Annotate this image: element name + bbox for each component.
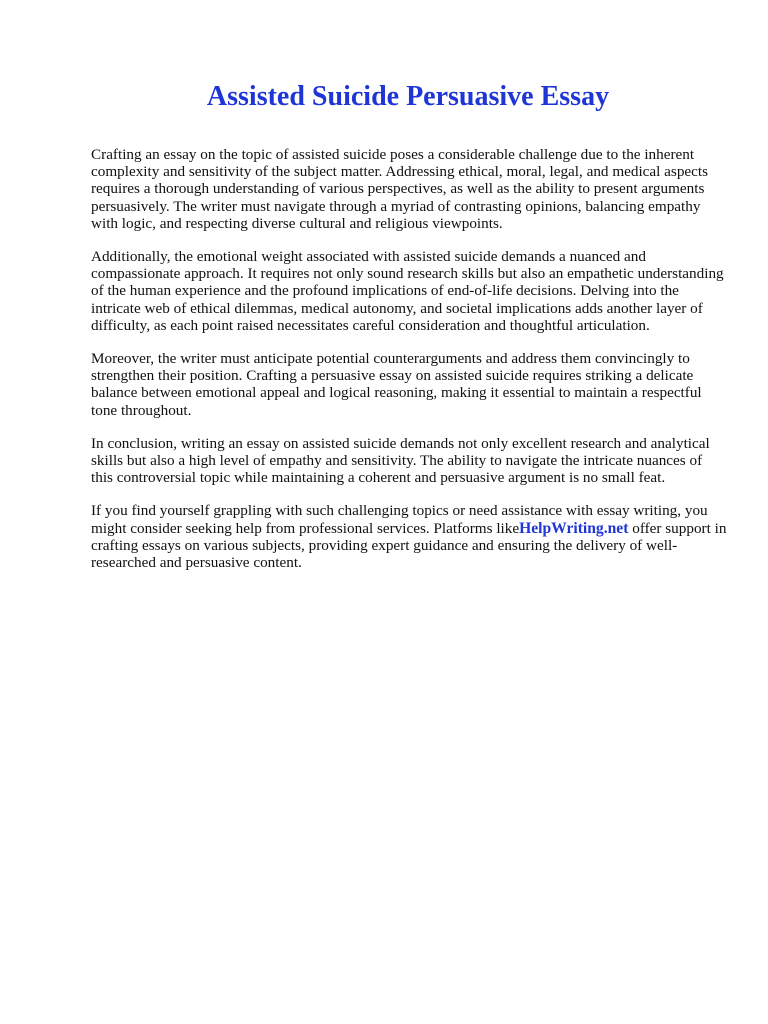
paragraph-4: In conclusion, writing an essay on assisted suicide demands not only excellent research and analytical skills but also a high level of empathy and sensitivity. The ability to navigate the intricate nuances of this controversial topic while maintaining a coherent and persuasive argument is no small feat. xyxy=(91,434,710,487)
paragraph-3: Moreover, the writer must anticipate potential counterarguments and address them convincingly to strengthen their position. Crafting a persuasive essay on assisted suicide requires striking a delicate balance between emotional appeal and logical reasoning, making it essential to maintain a respectful tone throughout. xyxy=(91,350,702,419)
helpwriting-link[interactable]: HelpWriting.net xyxy=(519,519,629,537)
essay-body xyxy=(91,146,727,587)
page-title: Assisted Suicide Persuasive Essay xyxy=(206,81,610,112)
paragraph-5-after-link: offer support in crafting essays on various subjects, providing expert guidance and ensuring the delivery of well-researched and persuasive content. xyxy=(91,519,727,572)
paragraph-5 xyxy=(91,502,727,571)
paragraph-1: Crafting an essay on the topic of assisted suicide poses a considerable challenge due to the inherent complexity and sensitivity of the subject matter. Addressing ethical, moral, legal, and medical aspects requires a thorough understanding of various perspectives, as well as the ability to present arguments persuasively. The writer must navigate through a myriad of contrasting opinions, balancing empathy with logic, and respecting diverse cultural and religious viewpoints. xyxy=(91,146,709,232)
paragraph-5-before-link: If you find yourself grappling with such challenging topics or need assistance with essay writing, you might consider seeking help from professional services. Platforms like xyxy=(91,502,708,537)
paragraph-2: Additionally, the emotional weight associated with assisted suicide demands a nuanced and compassionate approach. It requires not only sound research skills but also an empathetic understanding of the human experience and the profound implications of end-of-life decisions. Delving into the intricate web of ethical dilemmas, medical autonomy, and societal implications adds another layer of difficulty, as each point raised necessitates careful consideration and thoughtful articulation. xyxy=(91,248,724,334)
